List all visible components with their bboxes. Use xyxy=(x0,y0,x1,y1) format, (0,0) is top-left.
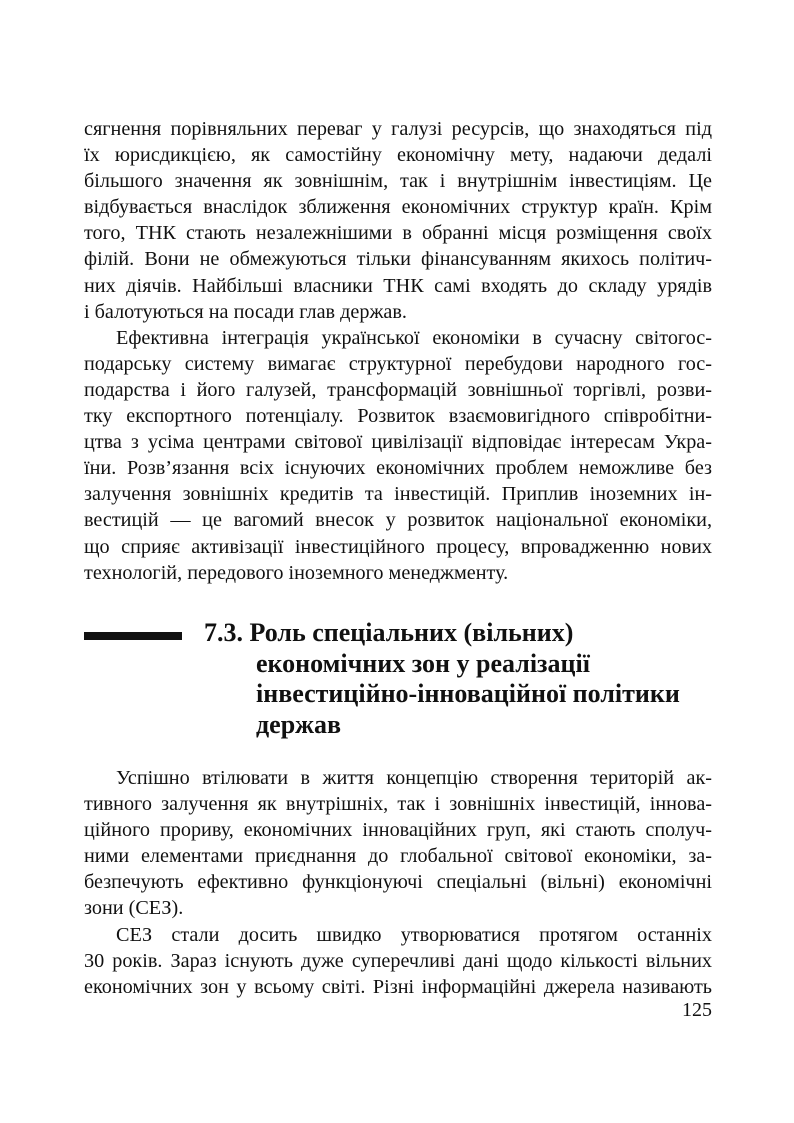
paragraph xyxy=(84,116,712,325)
page-number: 125 xyxy=(682,999,712,1021)
text-line: того, ТНК стають незалежнішими в обранні місця розміщення своїх xyxy=(84,222,712,245)
section-title-line: інвестиційно-інноваційної політики xyxy=(256,679,680,708)
text-line: цтва з усіма центрами світової цивілізації відповідає інтересам Укра- xyxy=(84,431,712,454)
text-line: безпечують ефективно функціонуючі спеціальні (вільні) економічні xyxy=(84,871,712,894)
text-line: зони (СЕЗ). xyxy=(84,897,184,920)
text-line: філій. Вони не обмежуються тільки фінансуванням якихось політич- xyxy=(84,248,712,271)
text-block-bottom xyxy=(84,765,712,1000)
text-line: ційного прориву, економічних інноваційних груп, які стають сполуч- xyxy=(84,819,712,842)
text-line: що сприяє активізації інвестиційного процесу, впровадженню нових xyxy=(84,535,712,558)
text-line: них діячів. Найбільші власники ТНК самі входять до складу урядів xyxy=(84,274,712,297)
text-line: більшого значення як зовнішнім, так і внутрішнім інвестиціям. Це xyxy=(84,170,712,193)
text-block-top xyxy=(84,116,712,586)
text-line: сягнення порівняльних переваг у галузі ресурсів, що знаходяться під xyxy=(84,118,712,140)
heading-rule xyxy=(84,632,182,640)
book-page xyxy=(84,0,712,1123)
text-line: Ефективна інтеграція української економіки в сучасну світогос- xyxy=(116,326,712,349)
text-line: і балотуються на посади глав держав. xyxy=(84,300,407,323)
text-line: відбувається внаслідок зближення економічних структур країн. Крім xyxy=(84,196,712,219)
section-heading xyxy=(204,618,724,740)
text-line: Успішно втілювати в життя концепцію створення територій ак- xyxy=(116,767,712,789)
text-line: залучення зовнішніх кредитів та інвестицій. Приплив іноземних ін- xyxy=(84,483,712,506)
section-heading-line xyxy=(204,618,724,649)
text-line: тку експортного потенціалу. Розвиток взаємовигідного співробітни- xyxy=(84,405,712,428)
paragraph xyxy=(84,922,712,1000)
text-line: 30 років. Зараз існують дуже суперечливі дані щодо кількості вільних xyxy=(84,949,712,972)
text-line: їх юрисдикцією, як самостійну економічну мету, надаючи дедалі xyxy=(84,144,712,167)
text-line: вестицій — це вагомий внесок у розвиток національної економіки, xyxy=(84,509,712,532)
text-line: подарства і його галузей, трансформацій зовнішньої торгівлі, розви- xyxy=(84,378,712,401)
paragraph xyxy=(84,325,712,586)
section-number: 7.3. xyxy=(204,618,243,647)
text-line: економічних зон у всьому світі. Різні інформаційні джерела називають xyxy=(84,975,712,998)
text-line: СЕЗ стали досить швидко утворюватися протягом останніх xyxy=(116,923,712,946)
section-title-line: Роль спеціальних (вільних) xyxy=(249,618,574,647)
text-line: подарську систему вимагає структурної перебудови народного гос- xyxy=(84,352,712,375)
text-line: технологій, передового іноземного менеджменту. xyxy=(84,561,509,584)
text-line: ними елементами приєднання до глобальної світової економіки, за- xyxy=(84,845,712,868)
section-title-line: економічних зон у реалізації xyxy=(256,648,590,678)
text-line: їни. Розв’язання всіх існуючих економічних проблем неможливе без xyxy=(84,457,712,480)
text-line: тивного залучення як внутрішніх, так і зовнішніх інвестицій, іннова- xyxy=(84,793,712,816)
paragraph xyxy=(84,765,712,922)
section-title-line: держав xyxy=(256,709,342,739)
